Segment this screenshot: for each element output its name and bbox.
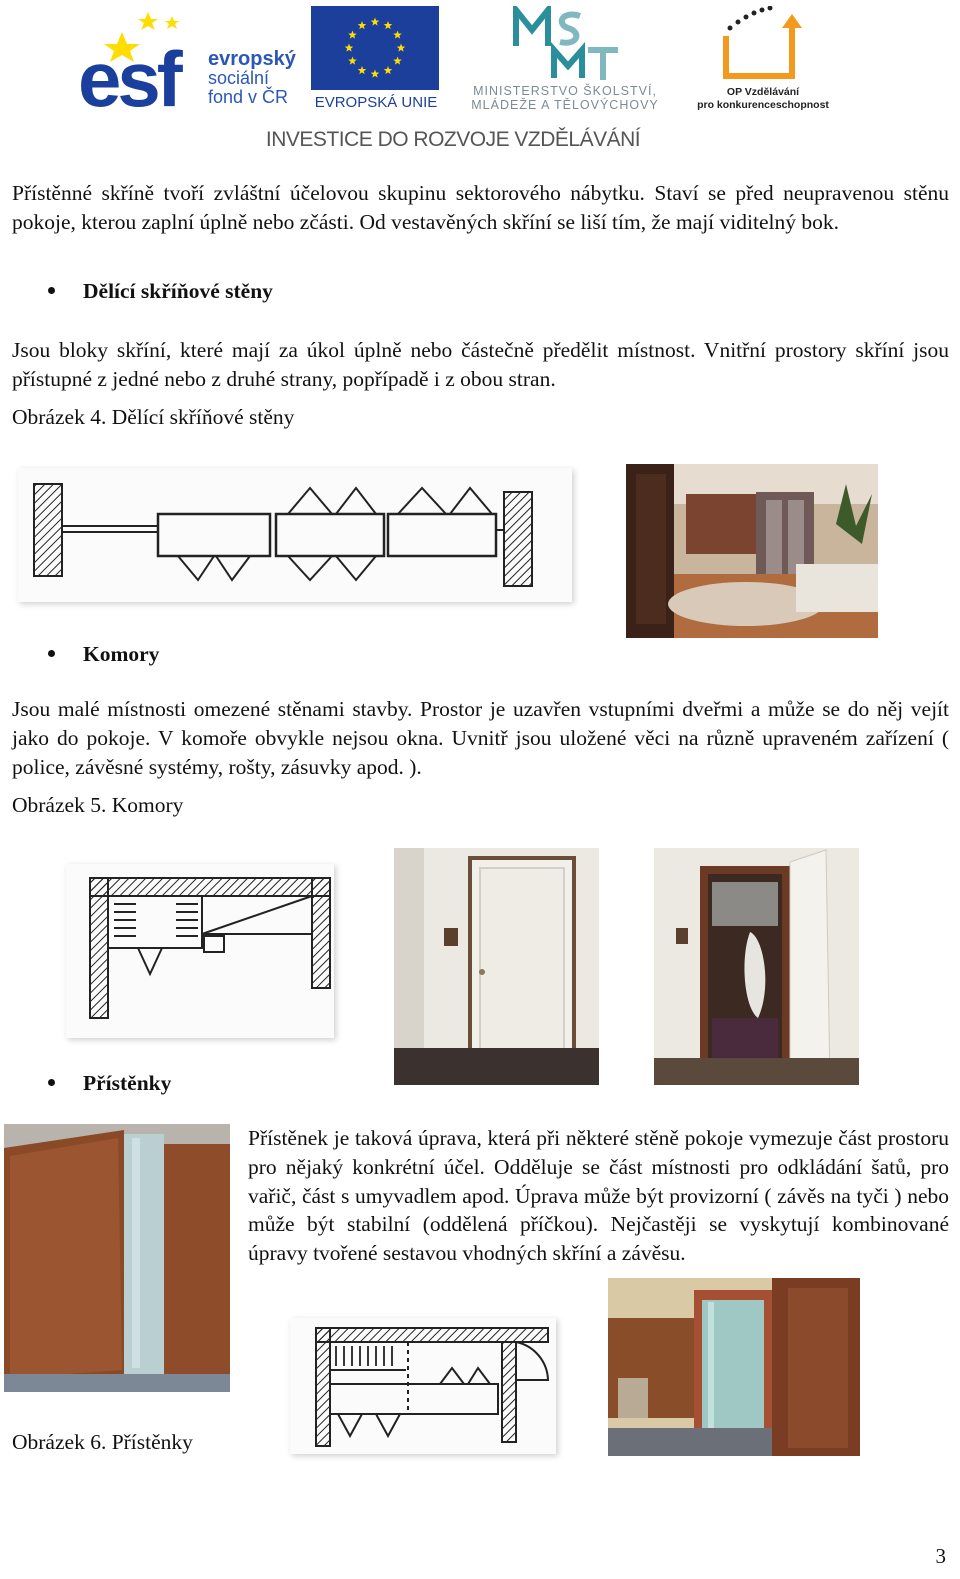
figure5-photo-open-door	[654, 848, 859, 1085]
section2-heading-text: Komory	[83, 642, 160, 666]
section3-heading-text: Přístěnky	[83, 1071, 172, 1095]
op-logo	[688, 6, 838, 112]
esf-label-line3: fond v ČR	[208, 87, 289, 107]
eu-star-icon	[358, 66, 367, 74]
section2-paragraph: Jsou malé místnosti omezené stěnami stavby. Prostor je uzavřen vstupními dveřmi a může se do něj vejít jako do pokoje. V komoře obvykle nejsou okna. Uvnitř jsou uložené věci na různě upraveném zařízení ( police, závěsné systémy, rošty, zásuvky apod. ).	[12, 697, 949, 779]
figure6-photo-wardrobe	[4, 1124, 230, 1392]
figure6-drawing	[290, 1318, 556, 1454]
eu-flag-icon	[311, 6, 439, 90]
bullet-icon	[48, 1079, 55, 1086]
esf-logo	[78, 6, 303, 123]
section3-paragraph: Přístěnek je taková úprava, která při některé stěně pokoje vymezuje část prostoru pro nějaký konkrétní účel. Odděluje se část místnosti pro odkládání šatů, pro vařič, část s umyvadlem apod. Úprava může být provizorní ( závěs na tyči ) nebo může být stabilní (oddělená příčkou). Nejčastěji se vyskytují kombinované úpravy tvořené sestavou vhodných skříní a závěsu.	[248, 1126, 949, 1266]
header-logos	[0, 0, 960, 160]
eu-star-icon	[348, 31, 357, 39]
esf-wordmark: esf	[78, 35, 179, 123]
section2-heading	[48, 642, 159, 667]
section3-heading	[48, 1071, 171, 1096]
page-number: 3	[935, 1544, 946, 1568]
eu-star-icon	[393, 31, 402, 39]
esf-label-line1: evropský	[208, 48, 296, 70]
section1-heading-text: Dělící skříňové stěny	[83, 279, 273, 303]
eu-star-icon	[393, 57, 402, 65]
figure4-caption: Obrázek 4. Dělící skříňové stěny	[12, 405, 295, 429]
op-label	[688, 86, 838, 112]
figure4-drawing	[18, 468, 572, 602]
section1-paragraph: Jsou bloky skříní, které mají za úkol úplně nebo částečně předělit místnost. Vnitřní prostory skříní jsou přístupné z jedné nebo z druhé strany, popřípadě i z obou stran.	[12, 338, 949, 391]
esf-label	[208, 50, 296, 107]
bullet-icon	[48, 650, 55, 657]
msmt-monogram-icon	[510, 6, 620, 82]
eu-star-icon	[384, 21, 393, 29]
eu-star-icon	[345, 44, 354, 52]
figure6-caption: Obrázek 6. Přístěnky	[12, 1430, 193, 1454]
figure5-photo-closed-door	[394, 848, 599, 1085]
op-label-line2: pro konkurenceschopnost	[697, 99, 829, 111]
msmt-logo	[452, 6, 678, 112]
bullet-icon	[48, 287, 55, 294]
eu-star-icon	[358, 21, 367, 29]
msmt-label	[452, 84, 678, 112]
op-arrow-icon	[714, 6, 804, 82]
header-tagline: INVESTICE DO ROZVOJE VZDĚLÁVÁNÍ	[265, 128, 641, 151]
figure6-photo-doorway	[608, 1278, 860, 1456]
msmt-label-line2: MLÁDEŽE A TĚLOVÝCHOVY	[471, 98, 659, 112]
op-label-line1: OP Vzdělávání	[726, 86, 800, 98]
eu-star-icon	[397, 44, 406, 52]
figure4-photo	[626, 464, 878, 638]
eu-star-icon	[371, 70, 380, 78]
intro-paragraph: Přístěnné skříně tvoří zvláštní účelovou skupinu sektorového nábytku. Staví se před neupravenou stěnu pokoje, kterou zaplní úplně nebo zčásti. Od vestavěných skříní se liší tím, že mají viditelný bok.	[12, 181, 949, 234]
msmt-label-line1: MINISTERSTVO ŠKOLSTVÍ,	[473, 84, 657, 98]
figure5-caption: Obrázek 5. Komory	[12, 793, 184, 817]
eu-star-icon	[348, 57, 357, 65]
eu-star-icon	[384, 66, 393, 74]
figure5-drawing	[66, 864, 334, 1038]
section1-heading	[48, 279, 273, 304]
eu-label: EVROPSKÁ UNIE	[314, 94, 438, 111]
eu-logo	[311, 6, 441, 112]
esf-label-line2: sociální	[208, 68, 270, 88]
eu-star-icon	[371, 18, 380, 26]
